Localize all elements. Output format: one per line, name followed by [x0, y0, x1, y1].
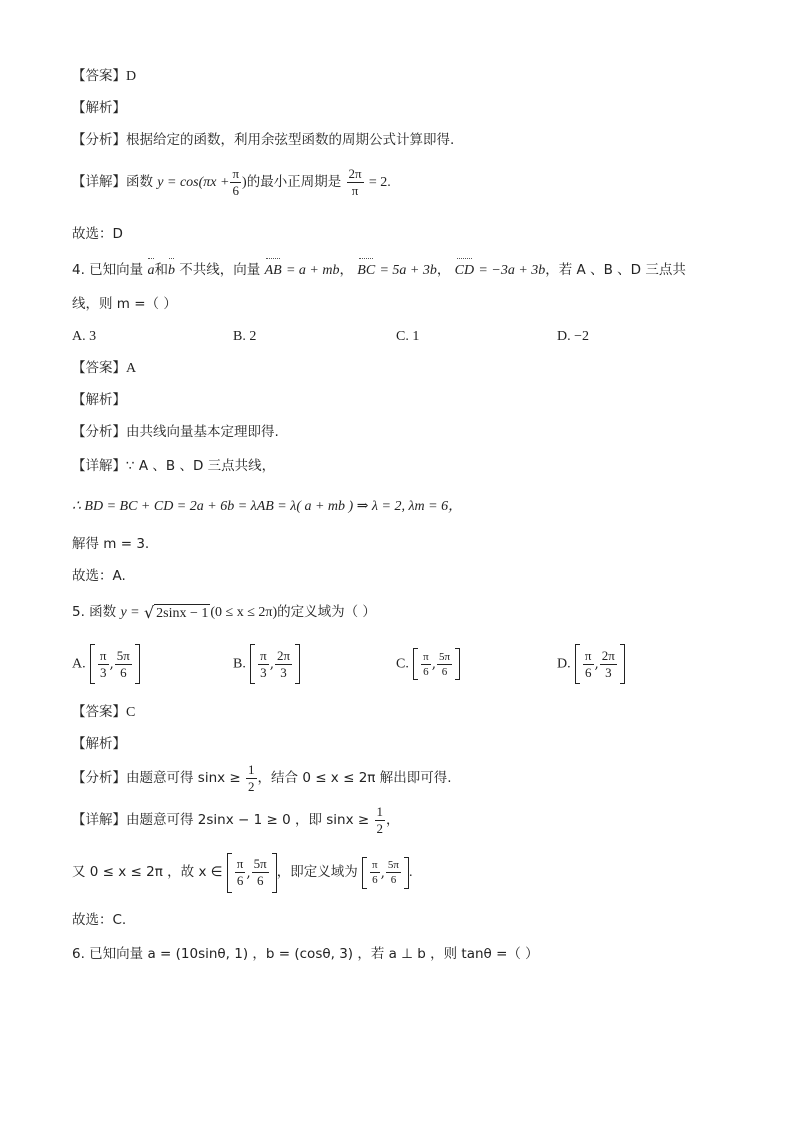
- q4-detail-line: 【详解】∵ A 、B 、D 三点共线，: [72, 458, 276, 474]
- vector-cd: CD: [455, 261, 474, 281]
- q5-option-d: D. $\frac{\pi}{6}$ , $\frac{2\pi}{3}$: [557, 644, 625, 684]
- q4-therefore-line: ∴ BD = BC + CD = 2a + 6b = λAB = λ( a + mb ) ⇒ λ = 2, λm = 6，: [72, 499, 463, 514]
- detail-mid: 的最小正周期是: [246, 174, 342, 190]
- q5-option-b: B. $\frac{\pi}{3}$ , $\frac{2\pi}{3}$: [233, 644, 300, 684]
- detail-func-lhs: y = cos(πx +: [157, 175, 230, 190]
- q4-answer-line: 【答案】A: [72, 360, 137, 376]
- vector-b: b: [168, 261, 175, 281]
- q4-fenxi-line: 【分析】由共线向量基本定理即得.: [72, 424, 279, 440]
- q3-fenxi-line: [72, 130, 454, 150]
- fenxi-text: 根据给定的函数，利用余弦型函数的周期公式计算即得.: [126, 132, 455, 148]
- vector-ab: AB: [265, 261, 282, 281]
- q3-choose-line: [72, 224, 123, 244]
- radical-icon: √: [143, 602, 155, 622]
- q5-analysis-line: 【解析】: [72, 736, 126, 752]
- q5-fenxi-line: 【分析】由题意可得 sinx ≥ $\frac{1}{2}$ ，结合 0 ≤ x ≤ 2π 解出即可得.: [72, 762, 452, 794]
- answer-tag: 【答案】: [72, 68, 126, 84]
- q4-analysis-line: 【解析】: [72, 392, 126, 408]
- q5-stem-line: 5. 函数 y = √ 2sinx − 1 (0 ≤ x ≤ 2π)的定义域为（ ）: [72, 602, 376, 622]
- vector-a: a: [147, 261, 154, 281]
- sqrt-expression: √ 2sinx − 1: [143, 602, 209, 622]
- fenxi-tag: 【分析】: [72, 132, 126, 148]
- detail-result: = 2.: [368, 175, 391, 190]
- answer-value: A: [126, 361, 137, 376]
- q4-option-d: D. −2: [557, 329, 590, 344]
- q3-detail-line: [72, 166, 391, 199]
- answer-value: C: [126, 705, 136, 720]
- q3-answer-line: [72, 66, 136, 87]
- q5-choose-line: 故选：C.: [72, 912, 127, 928]
- q4-option-b: B. 2: [233, 329, 257, 344]
- q4-stem-line2: 线，则 m =（ ）: [72, 296, 177, 312]
- q4-solve-line: 解得 m = 3.: [72, 536, 150, 552]
- detail-period-fraction: $\frac{2\pi}{\pi}$: [348, 166, 362, 198]
- q4-stem-line1: 4. 已知向量 a和b 不共线，向量 AB = a + mb， BC = 5a + 3b， CD = −3a + 3b，若 A 、B 、D 三点共: [72, 260, 686, 281]
- q3-analysis-line: [72, 98, 126, 118]
- q6-stem-line: 6. 已知向量 a = (10sinθ, 1) ，b = (cosθ, 3) ，若 a ⊥ b ，则 tanθ =（ ）: [72, 946, 539, 962]
- detail-func-fraction: $\frac{\pi}{6}$: [232, 166, 240, 198]
- choose-text: 故选：D: [72, 226, 123, 242]
- q4-option-c: C. 1: [396, 329, 420, 344]
- analysis-tag: 【解析】: [72, 100, 126, 116]
- detail-tag: 【详解】: [72, 174, 126, 190]
- q5-detail-line: 【详解】由题意可得 2sinx − 1 ≥ 0 ，即 sinx ≥ $\frac{1}{2}$ ，: [72, 804, 400, 836]
- detail-pre: 函数: [126, 174, 153, 190]
- detail-func-rhs: ): [242, 175, 247, 190]
- q4-option-a: A. 3: [72, 329, 97, 344]
- q5-option-a: A. $\frac{\pi}{3}$ , $\frac{5\pi}{6}$: [72, 644, 140, 684]
- q5-answer-line: 【答案】C: [72, 704, 136, 720]
- q5-also-line: 又 0 ≤ x ≤ 2π ，故 x ∈ $\frac{\pi}{6}$ , $\frac{5\pi}{6}$ ，即定义域为 $\frac{\pi}{6}$ , $\frac{5\pi}{6}$ .: [72, 852, 412, 893]
- vector-bc: BC: [357, 261, 375, 281]
- answer-value: D: [126, 69, 137, 84]
- q5-option-c: C. $\frac{\pi}{6}$ , $\frac{5\pi}{6}$: [396, 648, 460, 680]
- q4-choose-line: 故选：A.: [72, 568, 126, 584]
